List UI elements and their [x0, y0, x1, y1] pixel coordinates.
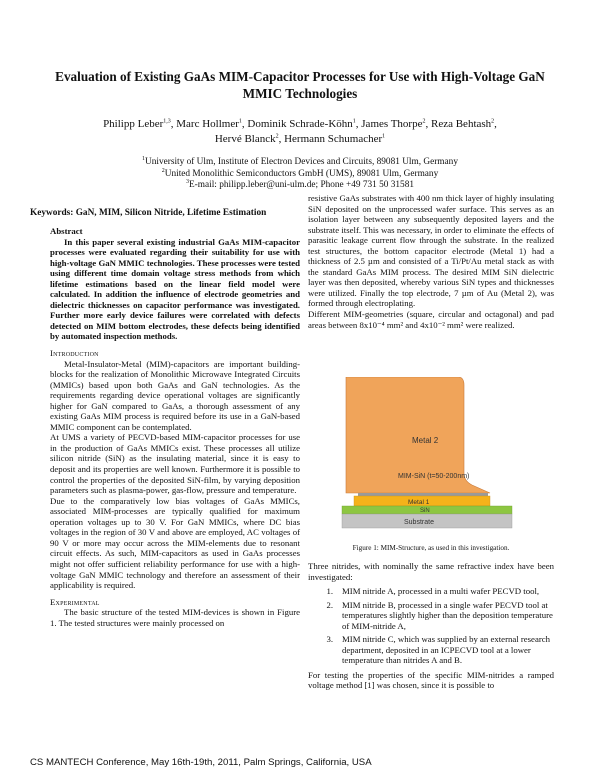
label-substrate: Substrate	[404, 519, 434, 526]
keywords: Keywords: GaN, MIM, Silicon Nitride, Lifetime Estimation	[30, 208, 267, 218]
list-item: 1. MIM nitride A, processed in a multi wafer PECVD tool,	[326, 586, 540, 597]
author: Philipp Leber	[103, 118, 164, 130]
right-column-top	[308, 193, 554, 330]
mim-dielectric-layer	[358, 493, 488, 496]
paragraph: Three nitrides, with nominally the same refractive index have been investigated:	[308, 561, 554, 582]
affiliation-3: $^3$E-mail: philipp.leber@uni-ulm.de; Phone +49 731 50 31581	[185, 178, 415, 190]
right-column-bottom	[308, 561, 554, 691]
paragraph: Different MIM-geometries (square, circular and octagonal) and pad areas between 8x10⁻⁴ mm² and 4x10⁻² mm² were realized.	[308, 309, 554, 330]
author: Dominik Schrade-Köhn	[247, 118, 353, 130]
paragraph: Metal-Insulator-Metal (MIM)-capacitors are important building-blocks for the realization of Monolithic Microwave Integrated Circuits (MMICs) based upon both GaAs and GaN technologies. As the requirements regarding device operational voltages are significantly higher for GaN compared to GaAs, a thorough assessment of any existing GaAs MIM process is required before its use in a GaN-based MMIC component can be contemplated.	[50, 358, 300, 432]
left-column	[50, 226, 300, 628]
label-metal-2: Metal 2	[412, 436, 439, 445]
list-item: 3. MIM nitride C, which was supplied by an external research department, deposited in an ICPECVD tool at a lower temperature than nitrides A and B.	[326, 634, 550, 666]
figure-caption: Figure 1: MIM-Structure, as used in this investigation.	[352, 544, 510, 552]
author: Hermann Schumacher	[284, 133, 383, 145]
author-list	[40, 117, 560, 147]
paper-title: Evaluation of Existing GaAs MIM-Capacitor Processes for Use with High-Voltage GaN MMIC Technologies	[55, 69, 545, 101]
affiliation-1: $^1$University of Ulm, Institute of Electron Devices and Circuits, 89081 Ulm, Germany	[142, 155, 458, 167]
affiliation-2: $^2$United Monolithic Semiconductors GmbH (UMS), 89081 Ulm, Germany	[161, 167, 439, 179]
author: Reza Behtash	[430, 118, 492, 130]
list-item: 2. MIM nitride B, processed in a single wafer PECVD tool at temperatures slightly higher than the deposition temperature of MIM-nitride A,	[326, 599, 553, 631]
paragraph: resistive GaAs substrates with 400 nm thick layer of highly insulating SiN deposited on the unprocessed wafer surface. This serves as an isolation layer between any subsequently deposited layers and the substrate itself. This was necessary, in order to eliminate the effects of parasitic leakage current flow through the substrate. In the realized test structures, the bottom capacitor electrode (Metal 1) had a thickness of 2.5 µm and consisted of a Ti/Pt/Au metal stack as with the standard GaAs MIM process. The desired MIM SiN dielectric layer was then deposited, whereby various SiN types and thicknesses were utilized. Finally the top electrode, 7 µm of Au (Metal 2), was formed through electroplating.	[308, 193, 554, 309]
author-line-2: Hervé Blanck$^2$, Hermann Schumacher$^1$	[214, 133, 386, 145]
author: James Thorpe	[361, 118, 423, 130]
abstract-text: In this paper several existing industrial GaAs MIM-capacitor processes were evaluated regarding their suitability for use with high-voltage GaN MMIC technologies. These processes were tested using different time domain voltage stress methods from which lifetime estimations based on the linear field model were calculated. In addition the influence of electrode geometries and dielectric thicknesses on capacitor performance was investigated. Further more early device failures were correlated with defects detected on MIM bottom electrodes, these defects being identified by automated inspection methods.	[50, 236, 300, 342]
paragraph: At UMS a variety of PECVD-based MIM-capacitor processes for use in the production of GaAs MMICs exist. These processes all utilize silicon nitride (SiN) as the insulating material, since it is easy to deposit and its properties are well known. Furthermore it is possible to control the properties of the deposited SiN-film, by varying deposition parameters such as plasma-power, gas-flow, pressure and temperature.	[50, 432, 300, 496]
section-heading-experimental: Experimental	[50, 596, 100, 607]
paragraph: Due to the comparatively low bias voltages of GaAs MMICs, associated MIM-processes are typically qualified for maximum operation voltages up to 30 V. For GaN MMICs, where DC bias voltages in the region of 30 V and above are employed, AC voltages of 90 V or more may occur across the MIM-elements due to resonant circuit effects. As such, MIM-capacitors as used in GaAs processes might not offer sufficient reliability performance for use with a high-voltage GaN MMIC technology and therefore an assessment of their applicability is required.	[50, 495, 300, 591]
affiliations	[60, 157, 540, 192]
nitride-list	[308, 586, 554, 666]
label-metal-1: Metal 1	[408, 499, 430, 506]
paragraph: The basic structure of the tested MIM-devices is shown in Figure 1. The tested structures were mainly processed on	[50, 607, 300, 628]
author-line-1: Philipp Leber$^{1,3}$, Marc Hollmer$^1$, Dominik Schrade-Köhn$^1$, James Thorpe$^2$, Reza Behtash$^2$,	[103, 118, 497, 130]
conference-footer: CS MANTECH Conference, May 16th-19th, 2011, Palm Springs, California, USA	[30, 757, 372, 768]
author: Marc Hollmer	[176, 118, 239, 130]
abstract-heading: Abstract	[50, 226, 83, 236]
author: Hervé Blanck	[214, 133, 276, 145]
label-sin: SiN	[420, 508, 430, 514]
mim-structure-figure	[340, 377, 520, 529]
paragraph: For testing the properties of the specific MIM-nitrides a ramped voltage method [1] was chosen, since it is possible to	[308, 669, 554, 691]
label-mim-sin: MIM-SiN (t=50-200nm)	[398, 473, 470, 480]
section-heading-introduction: Introduction	[50, 348, 99, 359]
